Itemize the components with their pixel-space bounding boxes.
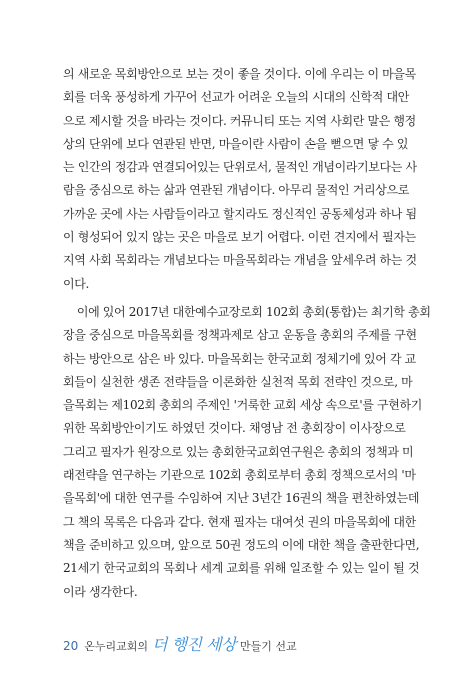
- book-title-prefix: 온누리교회의: [84, 640, 149, 653]
- text-line: 으로 제시할 것을 바라는 것이다. 커뮤니티 또는 지역 사회란 말은 행정: [63, 113, 416, 128]
- text-line: 회를 더욱 풍성하게 가꾸어 선교가 어려운 오늘의 시대의 신학적 대안: [63, 90, 409, 105]
- text-line: 그리고 필자가 원장으로 있는 총회한국교회연구원은 총회의 정책과 미: [63, 444, 414, 459]
- text-line: 그 책의 목록은 다음과 같다. 현재 필자는 대여섯 권의 마을목회에 대한: [63, 514, 416, 529]
- page-body: [63, 63, 431, 604]
- book-title-suffix: 만들기 선교: [240, 640, 297, 653]
- text-line: 하는 방안으로 삼은 바 있다. 마을목회는 한국교회 정체기에 있어 각 교: [63, 351, 416, 366]
- text-line: 가까운 곳에 사는 사람들이라고 할지라도 정신적인 공동체성과 하나 됨: [63, 206, 417, 221]
- text-line: 21세기 한국교회의 목회나 세계 교회를 위해 일조할 수 있는 일이 될 것: [63, 561, 420, 576]
- text-line: 을목회는 제102회 총회의 주제인 '거룩한 교회 세상 속으로'를 구현하기: [63, 398, 423, 413]
- text-line: 람을 중심으로 하는 삶과 연관된 개념이다. 아무리 물적인 거리상으로: [63, 183, 409, 198]
- text-line: 상의 단위에 보다 연관된 반면, 마을이란 사람이 손을 뻗으면 닿 수 있: [63, 136, 409, 151]
- text-line: 위한 목회방안이기도 하였던 것이다. 채영남 전 총회장이 이사장으로: [63, 421, 406, 436]
- text-line: 이 형성되어 있지 않는 곳은 마을로 보기 어렵다. 이런 견지에서 필자는: [63, 230, 416, 245]
- text-line: 이라 생각한다.: [63, 584, 138, 599]
- text-line: 는 인간의 정감과 연결되어있는 단위로서, 물적인 개념이라기보다는 사: [63, 160, 417, 175]
- paragraph-2: [63, 301, 431, 604]
- text-line: 래전략을 연구하는 기관으로 102회 총회로부터 총회 정책으로서의 '마: [63, 468, 416, 483]
- paragraph-1: [63, 63, 417, 296]
- running-footer: [63, 632, 297, 658]
- text-line: 장을 중심으로 마을목회를 정책과제로 삼고 운동을 총회의 주제를 구현: [63, 328, 417, 343]
- text-line: 을목회'에 대한 연구를 수임하여 지난 3년간 16권의 책을 편찬하였는데: [63, 491, 420, 506]
- page-number: 20: [63, 639, 79, 653]
- text-line: 의 새로운 목회방안으로 보는 것이 좋을 것이다. 이에 우리는 이 마을목: [63, 67, 416, 81]
- text-line: 이에 있어 2017년 대한예수교장로회 102회 총회(통합)는 최기학 총회: [63, 304, 431, 319]
- text-line: 책을 준비하고 있으며, 앞으로 50권 정도의 이에 대한 책을 출판한다면,: [63, 537, 420, 552]
- text-line: 이다.: [63, 276, 89, 291]
- text-line: 지역 사회 목회라는 개념보다는 마을목회라는 개념을 앞세우려 하는 것: [63, 253, 417, 268]
- book-title-script: 더 행진 세상: [152, 635, 236, 654]
- text-line: 회들이 실천한 생존 전략들을 이론화한 실천적 목회 전략인 것으로, 마: [63, 374, 413, 389]
